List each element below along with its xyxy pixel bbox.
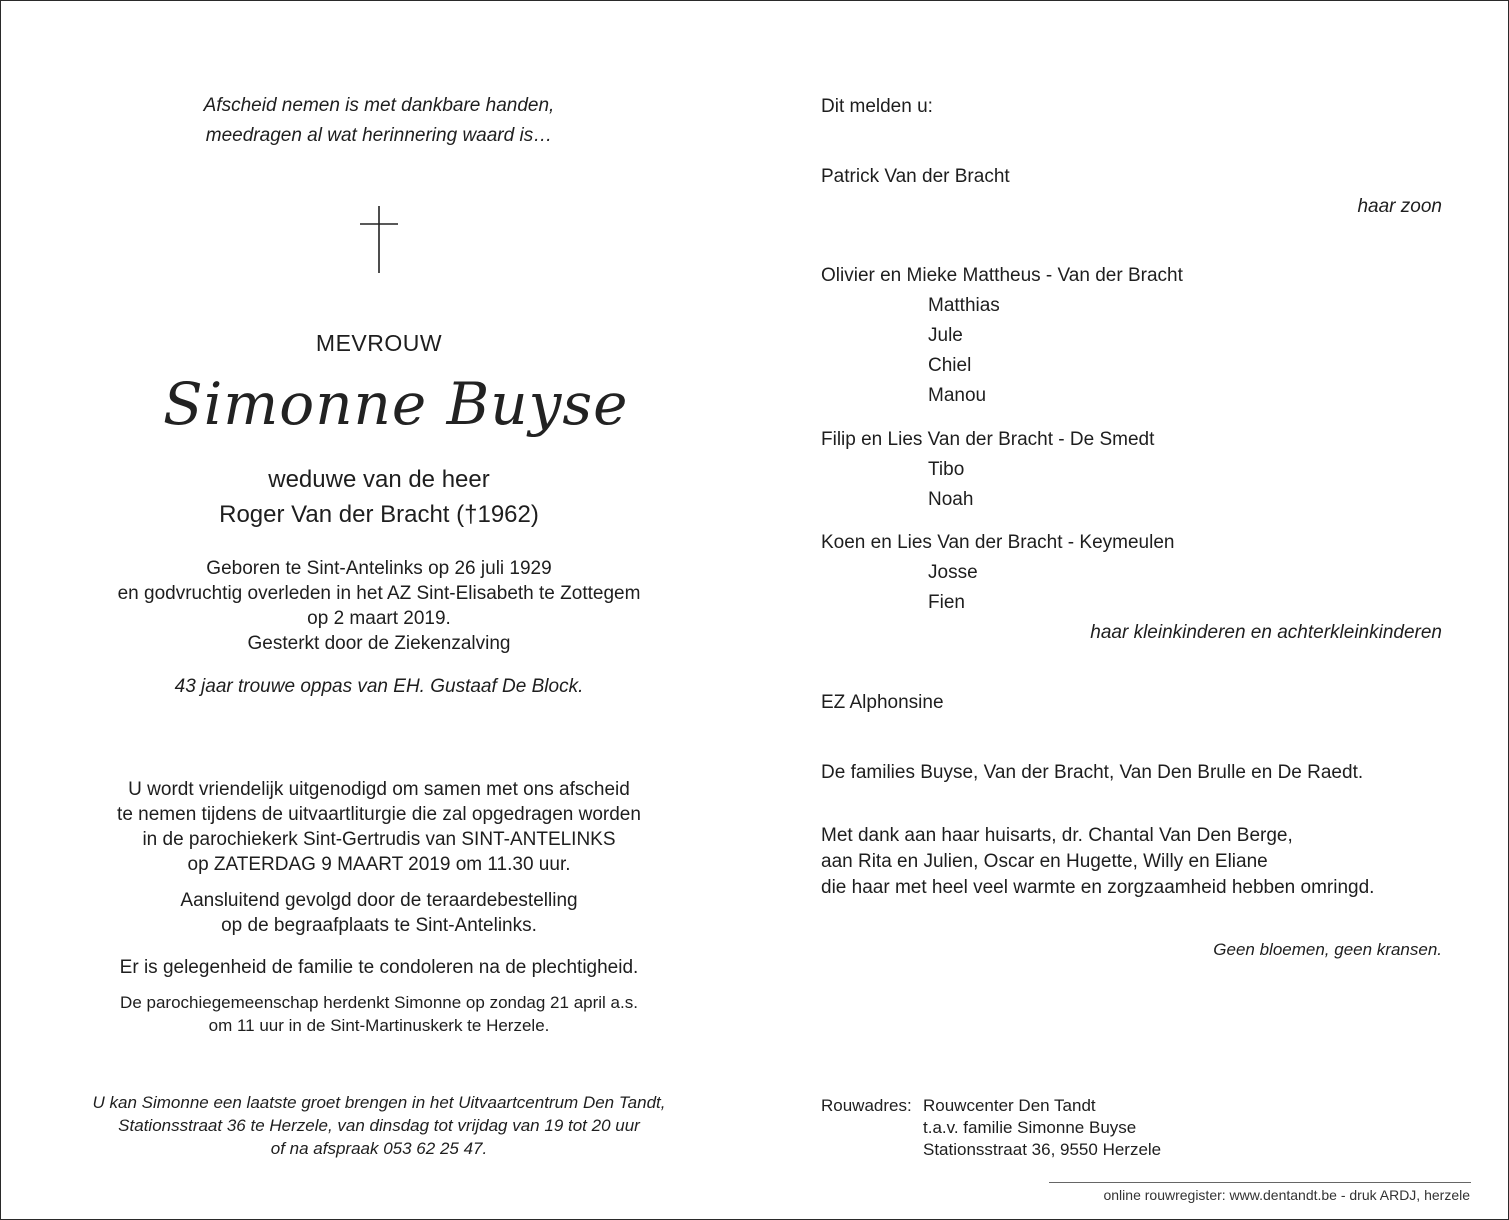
visit-line-1: U kan Simonne een laatste groet brengen in het Uitvaartcentrum Den Tandt, xyxy=(92,1093,666,1112)
family-1-child: Chiel xyxy=(928,355,972,376)
families-line: De families Buyse, Van der Bracht, Van Den Brulle en De Raedt. xyxy=(821,762,1364,783)
condolence-text: Er is gelegenheid de familie te condoleren na de plechtigheid. xyxy=(119,957,639,978)
address-line-3: Stationsstraat 36, 9550 Herzele xyxy=(923,1140,1162,1159)
address-line-1: Rouwcenter Den Tandt xyxy=(923,1096,1096,1115)
widow-line-2: Roger Van der Bracht (†1962) xyxy=(219,501,539,528)
visit-line-3: of na afspraak 053 62 25 47. xyxy=(270,1139,488,1158)
son-role: haar zoon xyxy=(1357,196,1442,217)
thanks-line-3: die haar met heel veel warmte en zorgzaamheid hebben omringd. xyxy=(821,877,1375,898)
title-mevrouw: MEVROUW xyxy=(315,330,443,356)
family-1-child: Manou xyxy=(928,385,987,406)
motto-line-2: meedragen al wat herinnering waard is… xyxy=(205,125,553,146)
family-1-parents: Olivier en Mieke Mattheus - Van der Bracht xyxy=(821,265,1183,286)
intro-text: Dit melden u: xyxy=(821,96,933,117)
thanks-line-2: aan Rita en Julien, Oscar en Hugette, Willy en Eliane xyxy=(821,851,1268,872)
born-line-3: op 2 maart 2019. xyxy=(307,608,451,629)
thanks-line-1: Met dank aan haar huisarts, dr. Chantal Van Den Berge, xyxy=(821,825,1293,846)
invitation-line-3: in de parochiekerk Sint-Gertrudis van SINT-ANTELINKS xyxy=(142,829,616,850)
footer-divider xyxy=(1049,1182,1471,1183)
cross-icon xyxy=(359,206,399,274)
son-name: Patrick Van der Bracht xyxy=(821,166,1010,187)
burial-line-2: op de begraafplaats te Sint-Antelinks. xyxy=(221,915,537,936)
visit-line-2: Stationsstraat 36 te Herzele, van dinsdag tot vrijdag van 19 tot 20 uur xyxy=(118,1116,640,1135)
invitation-line-2: te nemen tijdens de uitvaartliturgie die zal opgedragen worden xyxy=(117,804,641,825)
parish-line-2: om 11 uur in de Sint-Martinuskerk te Herzele. xyxy=(208,1016,550,1035)
family-1-child: Jule xyxy=(928,325,963,346)
born-line-1: Geboren te Sint-Antelinks op 26 juli 1929 xyxy=(206,558,552,579)
family-2-child: Tibo xyxy=(928,459,965,480)
burial-line-1: Aansluitend gevolgd door de teraardebestelling xyxy=(180,890,578,911)
family-2-child: Noah xyxy=(928,489,974,510)
sister-name: EZ Alphonsine xyxy=(821,692,944,713)
no-flowers-note: Geen bloemen, geen kransen. xyxy=(1213,940,1442,959)
family-3-child: Fien xyxy=(928,592,965,613)
family-1-child: Matthias xyxy=(928,295,1000,316)
family-3-child: Josse xyxy=(928,562,978,583)
widow-line-1: weduwe van de heer xyxy=(268,466,490,493)
service-note: 43 jaar trouwe oppas van EH. Gustaaf De Block. xyxy=(174,676,584,697)
motto-line-1: Afscheid nemen is met dankbare handen, xyxy=(203,95,555,116)
family-2-parents: Filip en Lies Van der Bracht - De Smedt xyxy=(821,429,1155,450)
address-label: Rouwadres: xyxy=(821,1096,912,1115)
footer-credit: online rouwregister: www.dentandt.be - druk ARDJ, herzele xyxy=(1103,1187,1470,1203)
grandchildren-role: haar kleinkinderen en achterkleinkinderen xyxy=(1090,622,1442,643)
family-3-parents: Koen en Lies Van der Bracht - Keymeulen xyxy=(821,532,1175,553)
address-line-2: t.a.v. familie Simonne Buyse xyxy=(923,1118,1137,1137)
invitation-line-1: U wordt vriendelijk uitgenodigd om samen met ons afscheid xyxy=(128,779,630,800)
deceased-name: Simonne Buyse xyxy=(163,370,629,438)
born-line-4: Gesterkt door de Ziekenzalving xyxy=(247,633,511,654)
invitation-line-4: op ZATERDAG 9 MAART 2019 om 11.30 uur. xyxy=(187,854,571,875)
parish-line-1: De parochiegemeenschap herdenkt Simonne op zondag 21 april a.s. xyxy=(120,993,638,1012)
born-line-2: en godvruchtig overleden in het AZ Sint-Elisabeth te Zottegem xyxy=(117,583,641,604)
